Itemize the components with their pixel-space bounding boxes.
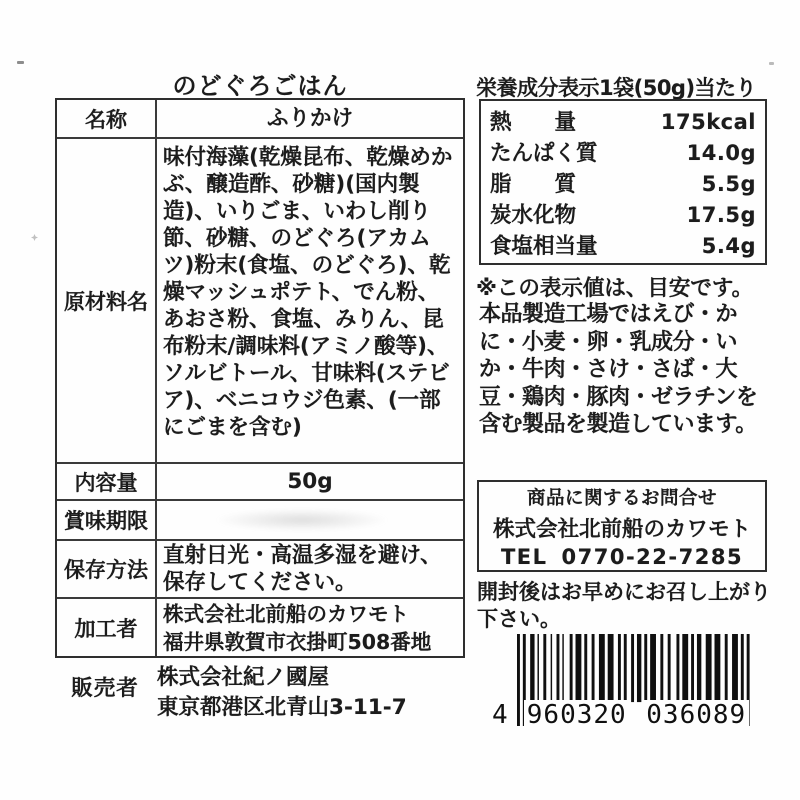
scan-artifact [769, 62, 774, 65]
spec-value-ingredients-text: 味付海藻(乾燥昆布、乾燥めかぶ、醸造酢、砂糖)(国内製造)、いりごま、いわし削り節、砂糖、のどぐろ(アカムツ)粉末(食塩、のどぐろ)、乾燥マッシュポテト、でん粉、あおさ粉、食塩、みりん、昆布粉末/調味料(アミノ酸等)、ソルビトール、甘味料(ステビア)、ベニコウジ色素、(一部にごまを含む) [163, 145, 453, 440]
spec-value-storage-text: 直射日光・高温多湿を避け、保存してください。 [163, 543, 442, 595]
open-soon-notice: 開封後はお早めにお召し上がり下さい。 [477, 580, 771, 631]
spec-value-processor [157, 599, 463, 656]
nutrition-label: 食塩相当量 [490, 234, 598, 259]
tel-number: 0770-22-7285 [561, 544, 744, 569]
nutrition-value: 175kcal [660, 110, 756, 134]
spec-row-name [57, 100, 463, 137]
seller-label: 販売者 [71, 676, 139, 701]
spec-label-name: 名称 [57, 100, 157, 137]
spec-row-processor [57, 597, 463, 656]
contact-title: 商品に関するお問合せ [526, 487, 717, 509]
seller-company: 株式会社紀ノ國屋 [157, 665, 330, 690]
spec-value-net-weight [157, 464, 463, 499]
nutrition-row-salt [490, 229, 756, 260]
spec-value-best-before [157, 501, 463, 539]
spec-label-processor: 加工者 [57, 599, 157, 656]
nutrition-value: 5.5g [701, 172, 756, 196]
contact-box [477, 480, 767, 572]
nutrition-label: たんぱく質 [490, 141, 598, 166]
nutrition-value: 14.0g [686, 141, 756, 165]
barcode [492, 634, 756, 730]
nutrition-row-carbohydrate [490, 198, 756, 229]
processor-company: 株式会社北前船のカワモト [163, 601, 409, 626]
scan-artifact [31, 234, 38, 241]
spec-value-net-weight-text: 50g [287, 469, 333, 494]
nutrition-label: 熱 量 [490, 110, 577, 135]
nutrition-table [479, 99, 767, 265]
blurred-date-smudge [217, 509, 387, 531]
nutrition-row-fat [490, 167, 756, 198]
contact-company: 株式会社北前船のカワモト [492, 516, 751, 542]
nutrition-value: 5.4g [701, 234, 756, 258]
spec-value-storage [157, 541, 463, 597]
processor-address: 福井県敦賀市衣掛町508番地 [163, 629, 432, 654]
nutrition-note: ※この表示値は、目安です。 [476, 276, 754, 301]
barcode-digit-left: 4 [492, 700, 508, 730]
seller-address: 東京都港区北青山3-11-7 [157, 695, 407, 720]
spec-row-best-before [57, 499, 463, 539]
barcode-digit-group2: 036089 [644, 700, 750, 730]
spec-row-net-weight [57, 462, 463, 499]
seller-lines [155, 663, 407, 723]
nutrition-row-energy [490, 105, 756, 136]
allergen-notice: 本品製造工場ではえび・かに・小麦・卵・乳成分・いか・牛肉・さけ・さば・大豆・鶏肉・豚肉・ゼラチンを含む製品を製造しています。 [479, 302, 758, 437]
barcode-digits [492, 699, 756, 730]
spec-table [55, 98, 465, 658]
nutrition-label: 脂 質 [490, 172, 577, 197]
spec-label-storage: 保存方法 [57, 541, 157, 597]
spec-value-name [157, 100, 463, 137]
spec-row-ingredients [57, 137, 463, 462]
scan-artifact [17, 61, 24, 64]
seller-block [55, 663, 465, 723]
spec-label-net-weight: 内容量 [57, 464, 157, 499]
tel-label: TEL [500, 544, 548, 569]
spec-value-name-text: ふりかけ [266, 106, 353, 131]
nutrition-value: 17.5g [686, 203, 756, 227]
product-title: のどぐろごはん [172, 72, 348, 100]
spec-label-ingredients: 原材料名 [57, 139, 157, 462]
spec-row-storage [57, 539, 463, 597]
nutrition-header: 栄養成分表示1袋(50g)当たり [476, 76, 757, 100]
contact-tel [501, 545, 743, 569]
nutrition-label: 炭水化物 [490, 203, 577, 228]
barcode-digit-group1: 960320 [524, 700, 630, 730]
spec-value-ingredients [157, 139, 463, 462]
nutrition-row-protein [490, 136, 756, 167]
spec-label-best-before: 賞味期限 [57, 501, 157, 539]
